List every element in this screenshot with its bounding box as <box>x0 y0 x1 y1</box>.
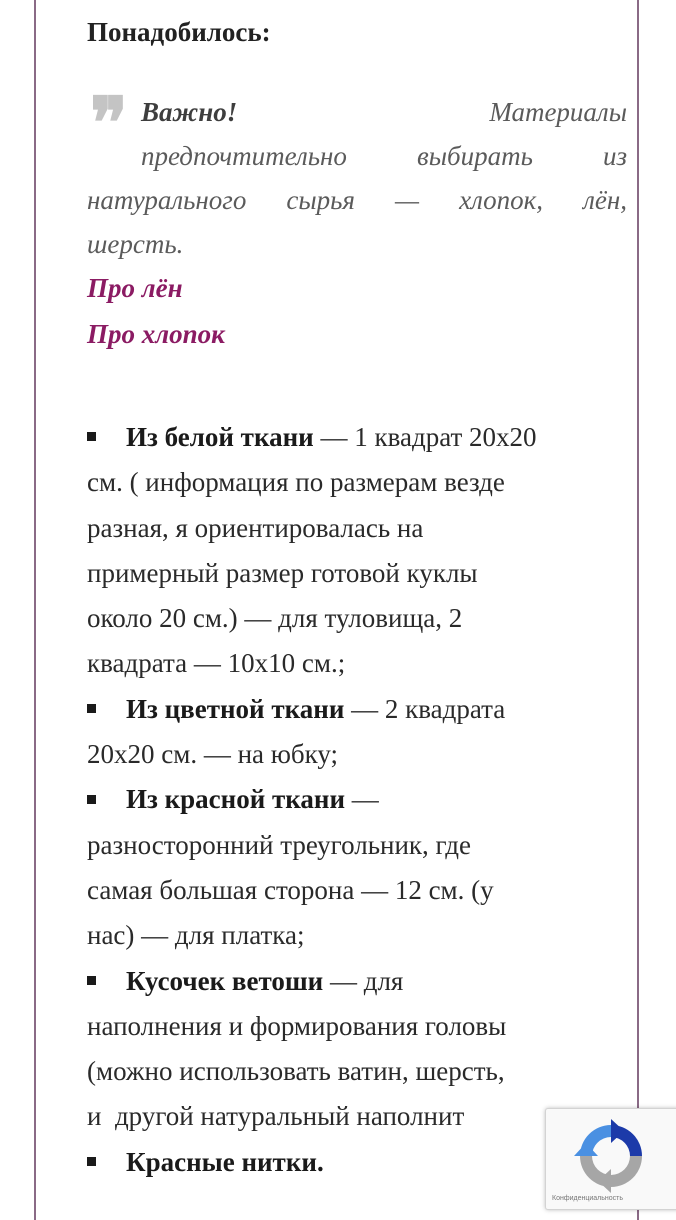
link-about-flax[interactable]: Про лён <box>87 273 183 303</box>
materials-list <box>87 415 627 1185</box>
list-item: Из красной ткани — разносторонний треугольник, где самая большая сторона — 12 см. (у нас) — для платка; <box>87 784 494 951</box>
recaptcha-icon <box>574 1119 648 1193</box>
list-item: Кусочек ветоши — для наполнения и формирования головы (можно использовать ватин, шерсть, и другой натуральный наполнит <box>87 965 507 1132</box>
recaptcha-privacy-label[interactable]: Конфиденциальность <box>552 1195 624 1202</box>
recaptcha-badge[interactable] <box>545 1108 676 1210</box>
item-title: Кусочек ветоши <box>126 965 324 996</box>
square-bullet-icon <box>87 795 96 804</box>
item-title: Из цветной ткани <box>126 693 345 724</box>
important-label: Важно! <box>141 97 238 127</box>
link-about-cotton[interactable]: Про хлопок <box>87 319 225 349</box>
square-bullet-icon <box>87 432 96 441</box>
item-title: Красные нитки. <box>126 1146 324 1177</box>
square-bullet-icon <box>87 1157 96 1166</box>
quote-line2: предпочтительно выбирать из <box>141 141 627 171</box>
square-bullet-icon <box>87 976 96 985</box>
quote-line3: натурального сырья — хлопок, лён, <box>87 185 627 215</box>
item-title: Из белой ткани <box>126 422 314 452</box>
quote-line4: шерсть. <box>87 229 184 259</box>
important-quote <box>87 81 627 266</box>
list-item: Из белой ткани — 1 квадрат 20х20 см. ( информация по размерам везде разная, я ориентировалась на примерный размер готовой куклы около 20 см.) — для туловища, 2 квадрата — 10х10 см.; <box>87 422 537 679</box>
quote-icon: ❞ <box>90 81 128 164</box>
item-title: Из красной ткани <box>126 784 346 815</box>
section-heading: Понадобилось: <box>87 17 271 47</box>
quote-line1-rest: Материалы <box>489 97 627 127</box>
list-item: Из цветной ткани — 2 квадрата 20х20 см. — на юбку; <box>87 693 506 770</box>
square-bullet-icon <box>87 704 96 713</box>
